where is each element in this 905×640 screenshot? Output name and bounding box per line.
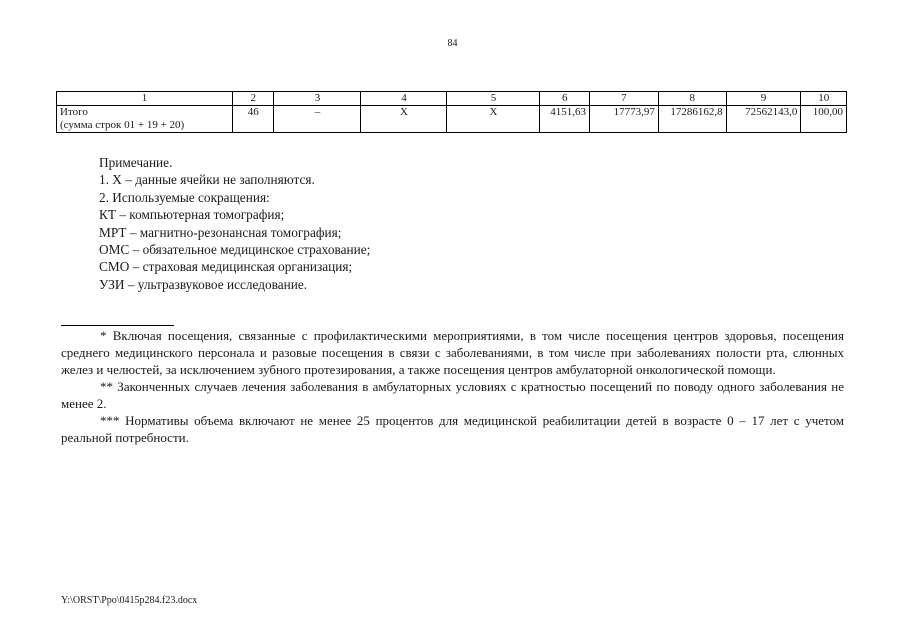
table-cell: Х — [361, 106, 447, 133]
table-header-cell: 9 — [726, 92, 801, 106]
total-label-line2: (сумма строк 01 + 19 + 20) — [60, 119, 185, 131]
table-row-total — [57, 106, 847, 133]
note-line: УЗИ – ультразвуковое исследование. — [99, 276, 308, 292]
table-header-row — [57, 92, 847, 106]
footnote-separator — [61, 325, 174, 326]
table-cell: 100,00 — [801, 106, 847, 133]
total-label-line1: Итого — [60, 106, 88, 118]
note-line: ОМС – обязательное медицинское страхование; — [99, 242, 371, 258]
summary-table — [56, 91, 847, 133]
table-header-cell: 3 — [274, 92, 361, 106]
table-header-cell: 1 — [57, 92, 233, 106]
footnote-2: ** Законченных случаев лечения заболевания в амбулаторных условиях с кратностью посещений по поводу одного заболевания не менее 2. — [61, 379, 844, 411]
table-cell: 4151,63 — [540, 106, 590, 133]
page-number: 84 — [447, 38, 458, 49]
table-header-cell: 2 — [233, 92, 274, 106]
total-row-label — [57, 106, 233, 133]
footnote-1: * Включая посещения, связанные с профилактическими мероприятиями, в том числе посещения центров здоровья, посещения среднего медицинского персонала и разовые посещения в связи с заболеваниями, в том числе при заболеваниях полости рта, слюнных желез и челюстей, за исключением зубного протезирования, а также посещения центров амбулаторной онкологической помощи. — [61, 328, 844, 377]
note-line: СМО – страховая медицинская организация; — [99, 259, 353, 275]
table-cell: 46 — [233, 106, 274, 133]
table-cell: 17286162,8 — [658, 106, 726, 133]
table-cell: 72562143,0 — [726, 106, 801, 133]
table-header-cell: 8 — [658, 92, 726, 106]
note-line: 1. Х – данные ячейки не заполняются. — [99, 172, 315, 188]
footnote-3: *** Нормативы объема включают не менее 25 процентов для медицинской реабилитации детей в возрасте 0 – 17 лет с учетом реальной потребности. — [61, 413, 844, 445]
table-header-cell: 6 — [540, 92, 590, 106]
table-header-cell: 5 — [447, 92, 540, 106]
note-line: 2. Используемые сокращения: — [99, 189, 270, 205]
notes-block — [99, 154, 370, 293]
table-header-cell: 4 — [361, 92, 447, 106]
notes-title: Примечание. — [99, 155, 173, 170]
table-cell: 17773,97 — [590, 106, 659, 133]
footer-file-path: Y:\ORST\Ppo\0415p284.f23.docx — [61, 595, 198, 606]
table-header-cell: 10 — [801, 92, 847, 106]
table-cell: – — [274, 106, 361, 133]
footnotes-block — [61, 327, 844, 446]
note-line: КТ – компьютерная томография; — [99, 207, 285, 223]
table-cell: Х — [447, 106, 540, 133]
table-header-cell: 7 — [590, 92, 659, 106]
note-line: МРТ – магнитно-резонансная томография; — [99, 224, 342, 240]
